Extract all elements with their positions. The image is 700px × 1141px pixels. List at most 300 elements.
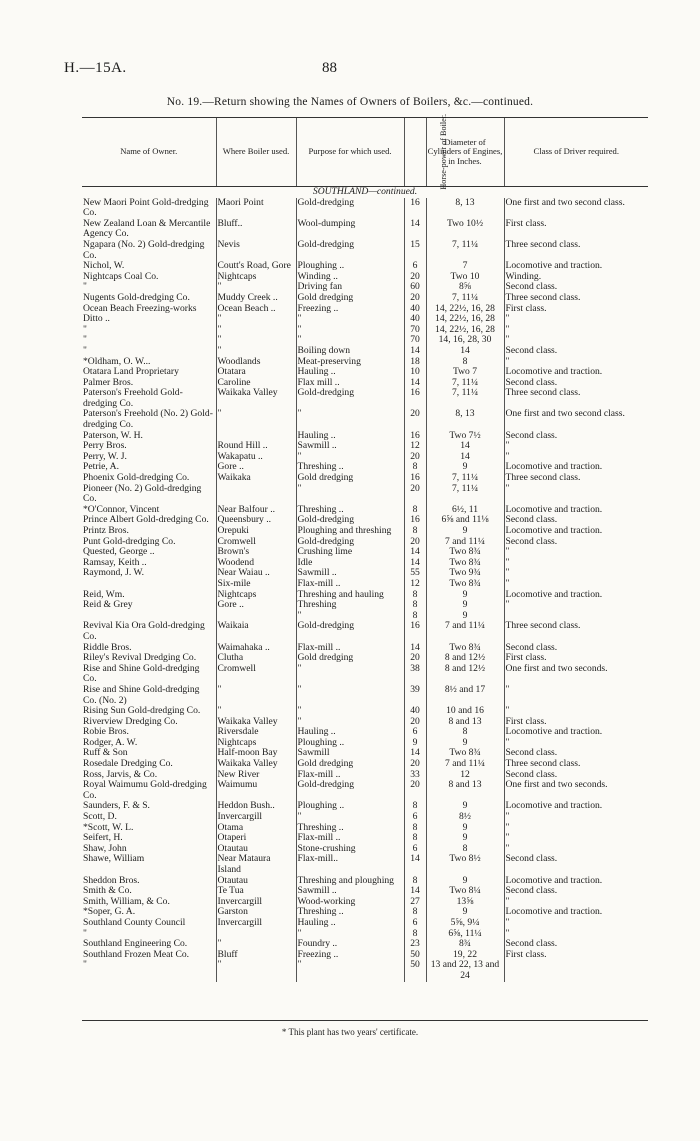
table-row — [82, 685, 648, 706]
cell-horsepower: 38 — [404, 664, 426, 685]
cell-where: Nevis — [216, 240, 296, 261]
cell-diameter: 6⅝ and 11⅛ — [426, 515, 504, 526]
cell-horsepower: 40 — [404, 314, 426, 325]
cell-horsepower: 15 — [404, 240, 426, 261]
cell-owner: " — [83, 959, 87, 971]
cell-driver: " — [504, 579, 648, 590]
cell-purpose: Freezing .. — [296, 304, 404, 315]
table-title: No. 19.—Return showing the Names of Owners of Boilers, &c.—continued. — [166, 96, 534, 108]
cell-purpose: Ploughing and threshing — [296, 526, 404, 537]
cell-owner: Ross, Jarvis, & Co. — [83, 768, 158, 780]
cell-driver: Three second class. — [504, 473, 648, 484]
cell-owner: Paterson, W. H. — [83, 429, 143, 441]
cell-purpose: " — [296, 664, 404, 685]
cell-driver: " — [504, 918, 648, 929]
cell-purpose: Gold dredging — [296, 293, 404, 304]
cell-owner: Southland Frozen Meat Co. — [83, 948, 190, 960]
cell-driver: " — [504, 568, 648, 579]
table-row — [82, 314, 648, 325]
cell-diameter: Two 7½ — [426, 431, 504, 442]
cell-horsepower: 16 — [404, 515, 426, 526]
cell-where: Near Mataura Island — [216, 854, 296, 875]
cell-purpose: Stone-crushing — [296, 844, 404, 855]
cell-where: Near Waiau .. — [216, 568, 296, 579]
cell-diameter: 8 and 13 — [426, 717, 504, 728]
cell-horsepower: 8 — [404, 833, 426, 844]
cell-driver: " — [504, 335, 648, 346]
cell-diameter: 14, 22½, 16, 28 — [426, 314, 504, 325]
table-row — [82, 590, 648, 601]
cell-diameter: Two 9¾ — [426, 568, 504, 579]
cell-horsepower: 8 — [404, 907, 426, 918]
cell-driver: Second class. — [504, 537, 648, 548]
cell-where: Caroline — [216, 378, 296, 389]
cell-where: Woodlands — [216, 357, 296, 368]
cell-diameter: Two 10 — [426, 272, 504, 283]
cell-horsepower: 16 — [404, 198, 426, 219]
cell-horsepower: 20 — [404, 759, 426, 770]
cell-diameter: 14 — [426, 441, 504, 452]
cell-purpose: Gold-dredging — [296, 388, 404, 409]
cell-where: " — [216, 960, 296, 981]
cell-purpose: Winding .. — [296, 272, 404, 283]
cell-owner: Nichol, W. — [83, 260, 125, 272]
cell-driver: " — [504, 558, 648, 569]
cell-owner: Otatara Land Proprietary — [83, 366, 179, 378]
cell-driver: Second class. — [504, 939, 648, 950]
cell-diameter: 8⅝ — [426, 282, 504, 293]
table-row — [82, 823, 648, 834]
cell-horsepower: 8 — [404, 823, 426, 834]
cell-horsepower: 8 — [404, 505, 426, 516]
cell-owner: *Soper, G. A. — [83, 906, 136, 918]
cell-owner: " — [83, 344, 87, 356]
cell-diameter: 6½, 11 — [426, 505, 504, 516]
cell-driver: Three second class. — [504, 388, 648, 409]
cell-purpose: Flax-mill .. — [296, 579, 404, 590]
cell-owner: " — [83, 323, 87, 335]
table-row — [82, 727, 648, 738]
cell-purpose: " — [296, 812, 404, 823]
table-row — [82, 918, 648, 929]
cell-where: " — [216, 706, 296, 717]
cell-owner: Robie Bros. — [83, 726, 129, 738]
cell-diameter: 7, 11¼ — [426, 484, 504, 505]
table-row — [82, 738, 648, 749]
cell-where: " — [216, 325, 296, 336]
cell-horsepower: 39 — [404, 685, 426, 706]
cell-horsepower: 14 — [404, 886, 426, 897]
cell-where: Riversdale — [216, 727, 296, 738]
cell-purpose: " — [296, 685, 404, 706]
cell-where: Near Balfour .. — [216, 505, 296, 516]
cell-owner: Paterson's Freehold Gold-dredging Co. — [83, 387, 183, 409]
cell-diameter: Two 8¾ — [426, 579, 504, 590]
cell-where: " — [216, 335, 296, 346]
cell-where: Nightcaps — [216, 272, 296, 283]
cell-diameter: 7 and 11¼ — [426, 621, 504, 642]
cell-horsepower: 6 — [404, 918, 426, 929]
cell-purpose: Freezing .. — [296, 950, 404, 961]
page-number: 88 — [322, 60, 337, 76]
cell-where: " — [216, 685, 296, 706]
cell-purpose: " — [296, 706, 404, 717]
cell-owner: Smith & Co. — [83, 885, 132, 897]
cell-horsepower: 20 — [404, 653, 426, 664]
cell-driver: Locomotive and traction. — [504, 526, 648, 537]
cell-diameter: 7 and 11¼ — [426, 537, 504, 548]
cell-diameter: 8¾ — [426, 939, 504, 950]
cell-purpose: Hauling .. — [296, 727, 404, 738]
table-row — [82, 960, 648, 981]
cell-diameter: 7, 11¼ — [426, 240, 504, 261]
cell-diameter: Two 7 — [426, 367, 504, 378]
cell-where: Bluff.. — [216, 219, 296, 240]
cell-diameter: 9 — [426, 738, 504, 749]
table-row — [82, 844, 648, 855]
cell-where: Six-mile — [216, 579, 296, 590]
table-row — [82, 600, 648, 611]
cell-diameter: 8 and 13 — [426, 780, 504, 801]
cell-owner: Rising Sun Gold-dredging Co. — [83, 705, 201, 717]
cell-owner: Ramsay, Keith .. — [83, 556, 147, 568]
cell-diameter: 7, 11¼ — [426, 473, 504, 484]
cell-horsepower: 6 — [404, 261, 426, 272]
cell-driver: " — [504, 441, 648, 452]
cell-horsepower: 14 — [404, 219, 426, 240]
table-row — [82, 325, 648, 336]
cell-driver: First class. — [504, 950, 648, 961]
cell-driver: One first and two seconds. — [504, 780, 648, 801]
cell-where: Queensbury .. — [216, 515, 296, 526]
boiler-owners-table — [82, 114, 648, 982]
cell-where: Woodend — [216, 558, 296, 569]
cell-diameter: 14 — [426, 452, 504, 463]
cell-owner: Royal Waimumu Gold-dredging Co. — [83, 779, 207, 801]
cell-where: Invercargill — [216, 918, 296, 929]
cell-driver: Locomotive and traction. — [504, 907, 648, 918]
cell-owner: Perry Bros. — [83, 440, 127, 452]
cell-owner: Revival Kia Ora Gold-dredging Co. — [83, 620, 205, 642]
cell-purpose: Crushing lime — [296, 547, 404, 558]
cell-diameter: 8 — [426, 727, 504, 738]
cell-diameter: 9 — [426, 600, 504, 611]
cell-purpose: Flax-mill .. — [296, 643, 404, 654]
cell-driver: Second class. — [504, 770, 648, 781]
cell-horsepower: 14 — [404, 748, 426, 759]
cell-owner: Petrie, A. — [83, 461, 119, 473]
cell-where: " — [216, 939, 296, 950]
cell-diameter: 9 — [426, 907, 504, 918]
cell-purpose: Sawmill .. — [296, 886, 404, 897]
cell-driver: " — [504, 812, 648, 823]
cell-horsepower: 20 — [404, 293, 426, 304]
cell-owner: Scott, D. — [83, 811, 117, 823]
cell-diameter: Two 8¼ — [426, 886, 504, 897]
cell-owner: " — [83, 281, 87, 293]
cell-purpose: Sawmill .. — [296, 441, 404, 452]
cell-purpose: Gold dredging — [296, 759, 404, 770]
cell-purpose: Gold-dredging — [296, 780, 404, 801]
table-row — [82, 876, 648, 887]
cell-purpose: Threshing and hauling — [296, 590, 404, 601]
cell-where: Otatara — [216, 367, 296, 378]
cell-purpose: Threshing .. — [296, 505, 404, 516]
cell-driver: First class. — [504, 717, 648, 728]
cell-owner: Printz Bros. — [83, 525, 129, 536]
cell-purpose: Gold-dredging — [296, 621, 404, 642]
cell-driver: " — [504, 844, 648, 855]
cell-purpose: Sawmill .. — [296, 568, 404, 579]
cell-horsepower: 6 — [404, 812, 426, 823]
cell-horsepower: 16 — [404, 431, 426, 442]
cell-horsepower: 60 — [404, 282, 426, 293]
cell-where: Gore .. — [216, 462, 296, 473]
cell-purpose: Ploughing .. — [296, 801, 404, 812]
table-row — [82, 388, 648, 409]
cell-horsepower: 20 — [404, 484, 426, 505]
cell-horsepower: 18 — [404, 357, 426, 368]
cell-driver: One first and two second class. — [504, 198, 648, 219]
table-row — [82, 950, 648, 961]
cell-purpose: Threshing and ploughing — [296, 876, 404, 887]
cell-owner: Sheddon Bros. — [83, 874, 140, 886]
cell-where: Cromwell — [216, 537, 296, 548]
table-row — [82, 621, 648, 642]
table-row — [82, 568, 648, 579]
table-row — [82, 780, 648, 801]
cell-where: Muddy Creek .. — [216, 293, 296, 304]
cell-diameter: Two 8¾ — [426, 748, 504, 759]
cell-horsepower: 9 — [404, 738, 426, 749]
cell-owner: Riddle Bros. — [83, 641, 132, 653]
section-heading: SOUTHLAND—continued. — [312, 186, 418, 197]
cell-owner: Ngapara (No. 2) Gold-dredging Co. — [83, 238, 205, 261]
cell-owner: Phoenix Gold-dredging Co. — [83, 472, 190, 484]
cell-where: Otautau — [216, 844, 296, 855]
cell-owner: Pioneer (No. 2) Gold-dredging Co. — [83, 482, 202, 505]
cell-owner: Rosedale Dredging Co. — [83, 758, 173, 770]
cell-where: Te Tua — [216, 886, 296, 897]
table-row — [82, 219, 648, 240]
cell-diameter: 8½ — [426, 812, 504, 823]
cell-purpose: Gold dredging — [296, 653, 404, 664]
cell-horsepower: 8 — [404, 801, 426, 812]
cell-purpose: Gold-dredging — [296, 198, 404, 219]
cell-purpose: Flax mill .. — [296, 378, 404, 389]
cell-diameter: 7, 11¼ — [426, 378, 504, 389]
col-header-driver: Class of Driver required. — [504, 118, 648, 187]
cell-owner: Seifert, H. — [83, 832, 123, 844]
table-row — [82, 526, 648, 537]
cell-where: Brown's — [216, 547, 296, 558]
cell-horsepower: 6 — [404, 727, 426, 738]
cell-purpose: Ploughing .. — [296, 738, 404, 749]
cell-where: Bluff — [216, 950, 296, 961]
cell-driver: " — [504, 929, 648, 940]
cell-owner: Reid & Grey — [83, 599, 133, 611]
col-header-horsepower-text: Horse-power of Boiler. — [438, 114, 448, 190]
cell-diameter: 6⅝, 11¼ — [426, 929, 504, 940]
cell-diameter: 8 and 12½ — [426, 653, 504, 664]
cell-where: Ocean Beach .. — [216, 304, 296, 315]
cell-horsepower: 8 — [404, 462, 426, 473]
section-heading-row — [82, 187, 648, 198]
cell-owner: Ditto .. — [83, 313, 110, 325]
cell-purpose: " — [296, 960, 404, 981]
cell-diameter: 9 — [426, 462, 504, 473]
cell-purpose: " — [296, 484, 404, 505]
cell-where: Otautau — [216, 876, 296, 887]
cell-horsepower: 40 — [404, 706, 426, 717]
cell-purpose: Boiling down — [296, 346, 404, 357]
cell-horsepower: 8 — [404, 526, 426, 537]
cell-driver: One first and two seconds. — [504, 664, 648, 685]
cell-owner: Rise and Shine Gold-dredging Co. — [83, 662, 200, 685]
table-row — [82, 335, 648, 346]
cell-driver: Second class. — [504, 378, 648, 389]
cell-diameter: 10 and 16 — [426, 706, 504, 717]
cell-owner: Prince Albert Gold-dredging Co. — [83, 514, 209, 526]
cell-diameter: 7, 11¼ — [426, 293, 504, 304]
cell-where: New River — [216, 770, 296, 781]
cell-driver: One first and two second class. — [504, 409, 648, 430]
cell-purpose: Gold dredging — [296, 473, 404, 484]
cell-horsepower: 23 — [404, 939, 426, 950]
cell-driver: Locomotive and traction. — [504, 367, 648, 378]
cell-purpose: Gold-dredging — [296, 537, 404, 548]
cell-diameter: Two 8¾ — [426, 558, 504, 569]
cell-horsepower: 16 — [404, 388, 426, 409]
cell-driver: First class. — [504, 304, 648, 315]
cell-driver: " — [504, 314, 648, 325]
cell-where: Garston — [216, 907, 296, 918]
cell-where: Orepuki — [216, 526, 296, 537]
cell-driver: Second class. — [504, 282, 648, 293]
table-row — [82, 304, 648, 315]
cell-driver: " — [504, 452, 648, 463]
cell-horsepower: 8 — [404, 929, 426, 940]
cell-horsepower: 14 — [404, 547, 426, 558]
cell-horsepower: 14 — [404, 643, 426, 654]
cell-where: Gore .. — [216, 600, 296, 611]
table-header-row — [82, 118, 648, 187]
cell-diameter: 13⅝ — [426, 897, 504, 908]
cell-owner: Palmer Bros. — [83, 376, 134, 388]
cell-horsepower: 50 — [404, 950, 426, 961]
document-code: H.—15A. — [64, 60, 127, 76]
table-row — [82, 484, 648, 505]
cell-purpose: Idle — [296, 558, 404, 569]
cell-owner: *Oldham, O. W... — [83, 355, 151, 367]
col-header-diameter: Diameter of Cylinders of Engines, in Inches. — [426, 118, 504, 187]
cell-where — [216, 484, 296, 505]
cell-purpose: Hauling .. — [296, 367, 404, 378]
cell-horsepower: 10 — [404, 367, 426, 378]
cell-horsepower: 16 — [404, 621, 426, 642]
cell-purpose: Flax-mill .. — [296, 833, 404, 844]
cell-where: Clutha — [216, 653, 296, 664]
cell-diameter: 7 and 11¼ — [426, 759, 504, 770]
table-row — [82, 240, 648, 261]
cell-diameter: 9 — [426, 801, 504, 812]
cell-purpose: " — [296, 611, 404, 622]
cell-driver: Second class. — [504, 515, 648, 526]
cell-driver: " — [504, 833, 648, 844]
cell-horsepower: 20 — [404, 717, 426, 728]
cell-horsepower: 20 — [404, 272, 426, 283]
table-row — [82, 441, 648, 452]
table-row — [82, 367, 648, 378]
cell-diameter: 7 — [426, 261, 504, 272]
table-row — [82, 579, 648, 590]
cell-owner: Reid, Wm. — [83, 588, 125, 600]
cell-diameter: 5⅝, 9¼ — [426, 918, 504, 929]
cell-diameter: 9 — [426, 590, 504, 601]
cell-owner: Southland Engineering Co. — [83, 938, 188, 950]
cell-driver: Locomotive and traction. — [504, 590, 648, 601]
cell-driver: Locomotive and traction. — [504, 462, 648, 473]
cell-driver: Three second class. — [504, 240, 648, 261]
cell-owner: Shawe, William — [83, 853, 145, 865]
cell-purpose: Gold-dredging — [296, 240, 404, 261]
cell-horsepower: 14 — [404, 346, 426, 357]
cell-where: Invercargill — [216, 897, 296, 908]
cell-purpose: " — [296, 335, 404, 346]
cell-diameter: 9 — [426, 611, 504, 622]
cell-horsepower: 8 — [404, 611, 426, 622]
cell-where: Waikaka — [216, 473, 296, 484]
cell-where: Invercargill — [216, 812, 296, 823]
cell-owner: *Scott, W. L. — [83, 821, 134, 833]
cell-diameter: 9 — [426, 823, 504, 834]
cell-purpose: Hauling .. — [296, 918, 404, 929]
cell-owner: " — [83, 334, 87, 346]
cell-purpose: Foundry .. — [296, 939, 404, 950]
table-row — [82, 537, 648, 548]
cell-where: Otama — [216, 823, 296, 834]
cell-horsepower: 27 — [404, 897, 426, 908]
cell-owner: Rise and Shine Gold-dredging Co. (No. 2) — [83, 683, 200, 706]
cell-owner: Riley's Revival Dredging Co. — [83, 652, 197, 664]
cell-driver: " — [504, 484, 648, 505]
cell-where: Waikaka Valley — [216, 717, 296, 728]
cell-where: Nightcaps — [216, 738, 296, 749]
cell-purpose: Flax-mill .. — [296, 770, 404, 781]
cell-purpose: Sawmill — [296, 748, 404, 759]
cell-horsepower: 6 — [404, 844, 426, 855]
cell-horsepower: 12 — [404, 579, 426, 590]
cell-driver: " — [504, 738, 648, 749]
cell-diameter: 9 — [426, 876, 504, 887]
cell-where: Maori Point — [216, 198, 296, 219]
cell-driver: " — [504, 325, 648, 336]
table-row — [82, 547, 648, 558]
cell-driver: Three second class. — [504, 759, 648, 770]
table-row — [82, 431, 648, 442]
table-row — [82, 558, 648, 569]
cell-driver: Locomotive and traction. — [504, 261, 648, 272]
cell-diameter: 12 — [426, 770, 504, 781]
table-row — [82, 854, 648, 875]
cell-purpose: Wool-dumping — [296, 219, 404, 240]
cell-where: Cromwell — [216, 664, 296, 685]
cell-horsepower: 16 — [404, 473, 426, 484]
cell-diameter: Two 8¾ — [426, 643, 504, 654]
cell-driver: " — [504, 600, 648, 611]
cell-horsepower: 14 — [404, 378, 426, 389]
cell-owner: Riverview Dredging Co. — [83, 715, 178, 727]
